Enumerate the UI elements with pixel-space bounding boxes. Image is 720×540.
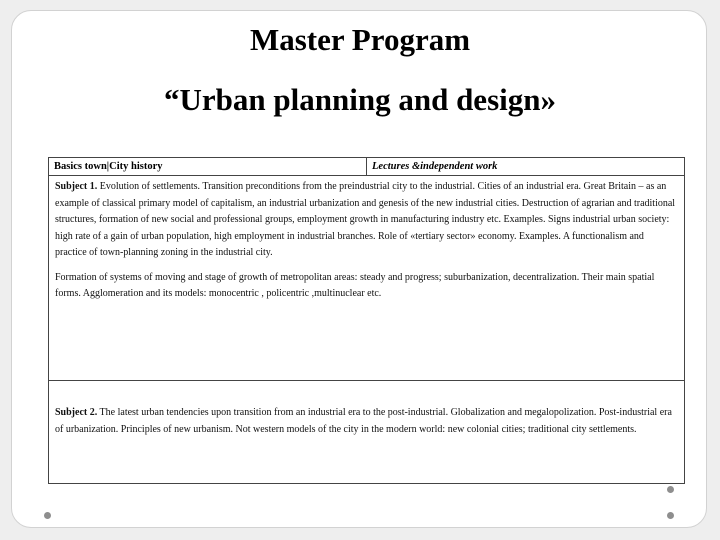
subject-1-block bbox=[49, 176, 684, 381]
subject-2-paragraph bbox=[55, 405, 678, 438]
table-header-row bbox=[49, 158, 684, 176]
curriculum-table bbox=[48, 157, 685, 484]
corner-dot-icon bbox=[667, 512, 674, 519]
slide-title-line-1: Master Program bbox=[249, 22, 471, 57]
corner-dot-icon bbox=[44, 512, 51, 519]
header-format: Lectures &independent work bbox=[372, 161, 498, 172]
subject-2-text: The latest urban tendencies upon transition from an industrial era to the post-industrial. Globalization and megalopolization. Post-industrial era of urbanization. Principles of new urbanism. Not western models of the city in the modern world: new colonial cities; traditional city settlements. bbox=[55, 407, 672, 435]
slide-title-line-2: “Urban planning and design» bbox=[164, 82, 556, 117]
subject-1-text: Evolution of settlements. Transition preconditions from the preindustrial city to the industrial. Cities of an industrial era. Great Britain – as an example of classical primary model of capitalism, an industrial urbanization and genesis of the new industrial cities. Destruction of agrarian and traditional structures, formation of new social and professional groups, employment growth in manufacturing industry etc. Examples. Signs industrial urban society: high rate of a gain of urban population, high employment in industrial branches. Role of «tertiary sector» economy. Examples. A functionalism and practice of town-planning zoning in the industrial city. bbox=[55, 181, 676, 258]
subject-2-block bbox=[49, 381, 684, 483]
subject-1-paragraph-2: Formation of systems of moving and stage of growth of metropolitan areas: steady and progress; suburbanization, decentralization. Their main spatial forms. Agglomeration and its models: monocentric , policentric ,multinuclear etc. bbox=[55, 271, 655, 299]
header-course-name: Basics town|City history bbox=[49, 158, 367, 175]
subject-1-paragraph bbox=[55, 179, 678, 262]
subject-2-label: Subject 2. bbox=[55, 407, 98, 418]
subject-1-label: Subject 1. bbox=[55, 181, 98, 192]
corner-dot-icon bbox=[667, 486, 674, 493]
